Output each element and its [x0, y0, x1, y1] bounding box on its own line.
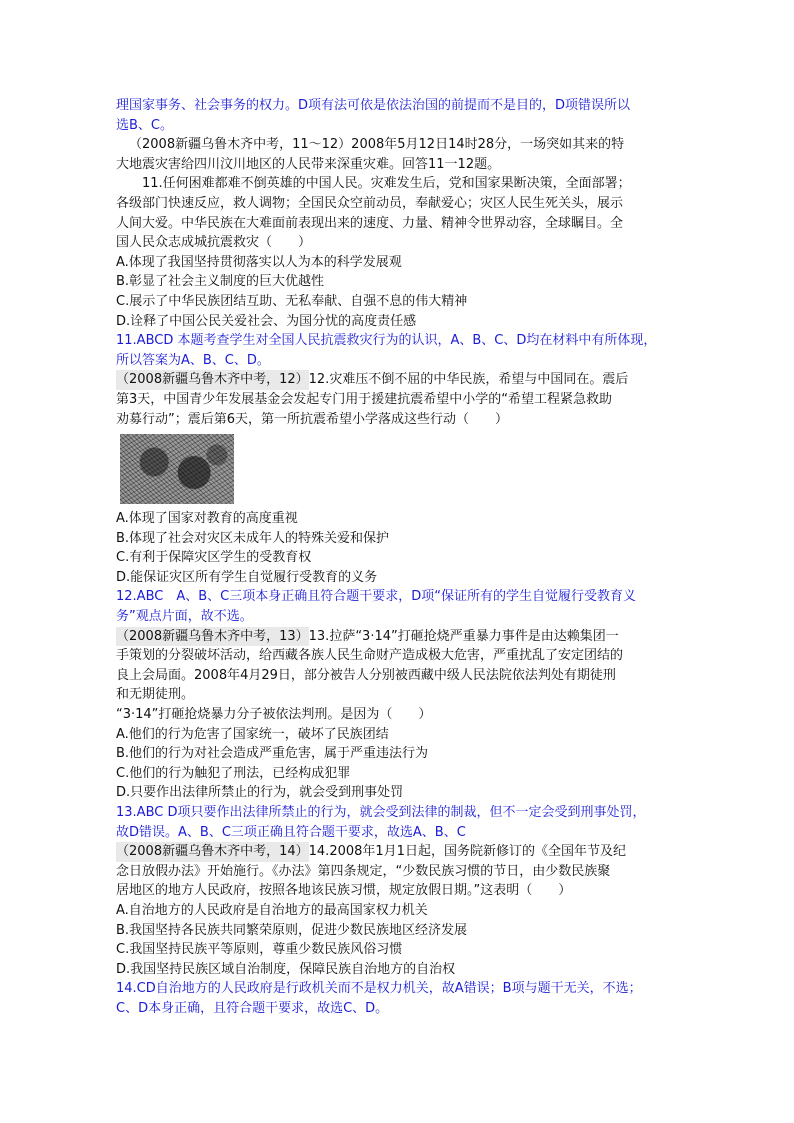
option-c: C.我国坚持民族平等原则，尊重少数民族风俗习惯 — [116, 942, 403, 958]
question-stem: 念日放假办法》开始施行。《办法》第四条规定，“少数民族习惯的节日，由少数民族聚 — [116, 863, 611, 879]
question-stem: （2008新疆乌鲁木齐中考，14）14.2008年1月1日起，国务院新修订的《全国年节及纪 — [116, 842, 682, 862]
option-d: D.诠释了中国公民关爱社会、为国分忧的高度责任感 — [116, 313, 417, 329]
option-a: A.体现了我国坚持贯彻落实以人为本的科学发展观 — [116, 254, 402, 270]
answer-text: 所以答案为A、B、C、D。 — [116, 352, 270, 368]
question-source: （2008新疆乌鲁木齐中考，14） — [116, 842, 309, 862]
answer-text: 故D错误。A、B、C三项正确且符合题干要求，故选A、B、C — [116, 824, 466, 840]
option-a: A.他们的行为危害了国家统一，破坏了民族团结 — [116, 726, 389, 742]
answer-text: C、D本身正确，且符合题干要求，故选C、D。 — [116, 1000, 389, 1016]
question-stem: （2008新疆乌鲁木齐中考，12）12.灾难压不倒不屈的中华民族，希望与中国同在。震后 — [116, 370, 682, 390]
option-d: D.我国坚持民族区域自治制度，保障民族自治地方的自治权 — [116, 961, 456, 977]
question-stem: “3·14”打砸抢烧暴力分子被依法判刑。是因为（ ） — [116, 707, 432, 723]
earthquake-relief-photo — [120, 434, 234, 504]
question-stem: 11.任何困难都难不倒英雄的中国人民。灾难发生后，党和国家果断决策，全面部署； — [142, 176, 631, 192]
question-stem: 第3天，中国青少年发展基金会发起专门用于援建抗震希望中小学的“希望工程紧急救助 — [116, 391, 613, 407]
answer-text: 12.ABC A、B、C三项本身正确且符合题干要求，D项“保证所有的学生自觉履行受教育义 — [116, 589, 636, 605]
answer-text: 13.ABC D项只要作出法律所禁止的行为，就会受到法律的制裁，但不一定会受到刑事处罚， — [116, 805, 646, 820]
document-page — [116, 96, 682, 1019]
question-stem: 各级部门快速反应，救人调物；全国民众空前动员，奉献爱心；灾区人民生死关头，展示 — [116, 195, 624, 211]
question-intro: 大地震灾害给四川汶川地区的人民带来深重灾难。回答11一12题。 — [116, 156, 501, 172]
answer-text: 选B、C。 — [116, 117, 173, 133]
question-stem: 国人民众志成城抗震救灾（ ） — [116, 235, 312, 251]
answer-text: 务”观点片面，故不选。 — [116, 609, 253, 625]
question-stem: 手策划的分裂破坏活动，给西藏各族人民生命财产造成极大危害，严重扰乱了安定团结的 — [116, 648, 624, 664]
option-b: B.体现了社会对灾区未成年人的特殊关爱和保护 — [116, 530, 390, 546]
answer-text: 14.CD自治地方的人民政府是行政机关而不是权力机关，故A错误；B项与题干无关，不选； — [116, 981, 642, 997]
question-stem: 劝募行动”；震后第6天，第一所抗震希望小学落成这些行动（ ） — [116, 411, 509, 427]
question-source: （2008新疆乌鲁木齐中考，12） — [116, 370, 309, 390]
question-source: （2008新疆乌鲁木齐中考，11～12） — [129, 137, 352, 153]
question-stem: 和无期徒刑。 — [116, 687, 195, 703]
option-c: C.有利于保障灾区学生的受教育权 — [116, 550, 312, 566]
question-stem: 良上会局面。2008年4月29日，部分被告人分别被西藏中级人民法院依法判处有期徒刑 — [116, 667, 616, 683]
question-intro: （2008新疆乌鲁木齐中考，11～12）2008年5月12日14时28分，一场突如其来的特 — [129, 137, 625, 153]
option-d: D.能保证灾区所有学生自觉履行受教育的义务 — [116, 569, 378, 585]
answer-text: 11.ABCD 本题考查学生对全国人民抗震救灾行为的认识，A、B、C、D均在材料中有所体现， — [116, 333, 657, 349]
question-source: （2008新疆乌鲁木齐中考，13） — [116, 627, 309, 647]
question-stem: 人间大爱。中华民族在大难面前表现出来的速度、力量、精神令世界动容，全球瞩目。全 — [116, 215, 624, 231]
option-c: C.展示了中华民族团结互助、无私奉献、自强不息的伟大精神 — [116, 293, 468, 309]
option-b: B.我国坚持各民族共同繁荣原则，促进少数民族地区经济发展 — [116, 922, 468, 938]
option-a: A.自治地方的人民政府是自治地方的最高国家权力机关 — [116, 902, 428, 918]
option-c: C.他们的行为触犯了刑法，已经构成犯罪 — [116, 765, 351, 781]
option-a: A.体现了国家对教育的高度重视 — [116, 511, 298, 527]
question-stem: 居地区的地方人民政府，按照各地该民族习惯，规定放假日期。”这表明（ ） — [116, 883, 572, 899]
option-b: B.彰显了社会主义制度的巨大优越性 — [116, 274, 325, 290]
option-d: D.只要作出法律所禁止的行为，就会受到刑事处罚 — [116, 785, 404, 801]
answer-text: 理国家事务、社会事务的权力。D项有法可依是依法治国的前提而不是目的，D项错误所以 — [116, 98, 631, 113]
question-stem: （2008新疆乌鲁木齐中考，13）13.拉萨“3·14”打砸抢烧严重暴力事件是由达赖集团一 — [116, 627, 682, 647]
option-b: B.他们的行为对社会造成严重危害，属于严重违法行为 — [116, 746, 429, 762]
